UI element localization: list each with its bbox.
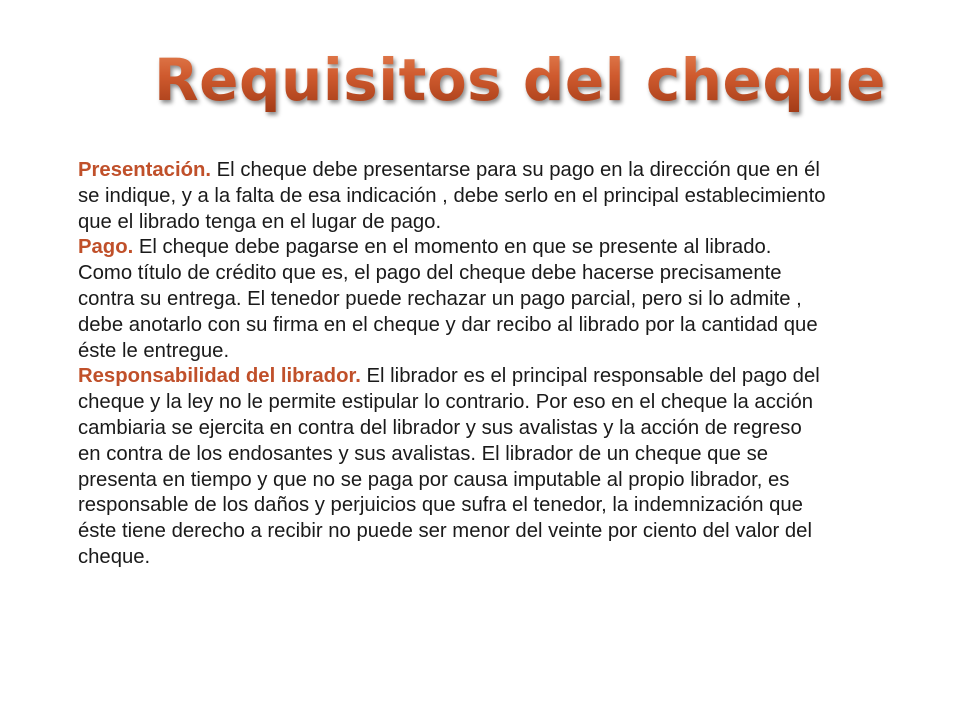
paragraph-text: El librador es el principal responsable del pago del cheque y la ley no le permite estipular lo contrario. Por eso en el cheque la acción cambiaria se ejercita en contra del librador y sus avalistas y la acción de regreso en contra de los endosantes y sus avalistas. El librador de un cheque que se presenta en tiempo y que no se paga por causa imputable al propio librador, es responsable de los daños y perjuicios que sufra el tenedor, la indemnización que éste tiene derecho a recibir no puede ser menor del veinte por ciento del valor del cheque.	[78, 365, 820, 568]
paragraph-text: El cheque debe presentarse para su pago en la dirección que en él se indique, y a la falta de esa indicación , debe serlo en el principal establecimiento que el librado tenga en el lugar de pago.	[78, 159, 826, 233]
paragraph-label: Pago.	[78, 236, 134, 259]
paragraph-text: El cheque debe pagarse en el momento en que se presente al librado. Como título de crédito que es, el pago del cheque debe hacerse precisamente contra su entrega. El tenedor puede rechazar un pago parcial, pero si lo admite , debe anotarlo con su firma en el cheque y dar recibo al librado por la cantidad que éste le entregue.	[78, 236, 818, 362]
paragraph-responsabilidad	[78, 364, 826, 570]
paragraph-presentacion	[78, 158, 826, 235]
paragraph-label: Responsabilidad del librador.	[78, 365, 361, 388]
paragraph-pago	[78, 235, 826, 364]
slide-body	[78, 158, 826, 571]
paragraph-label: Presentación.	[78, 159, 212, 181]
slide-title: Requisitos del cheque	[120, 40, 920, 120]
